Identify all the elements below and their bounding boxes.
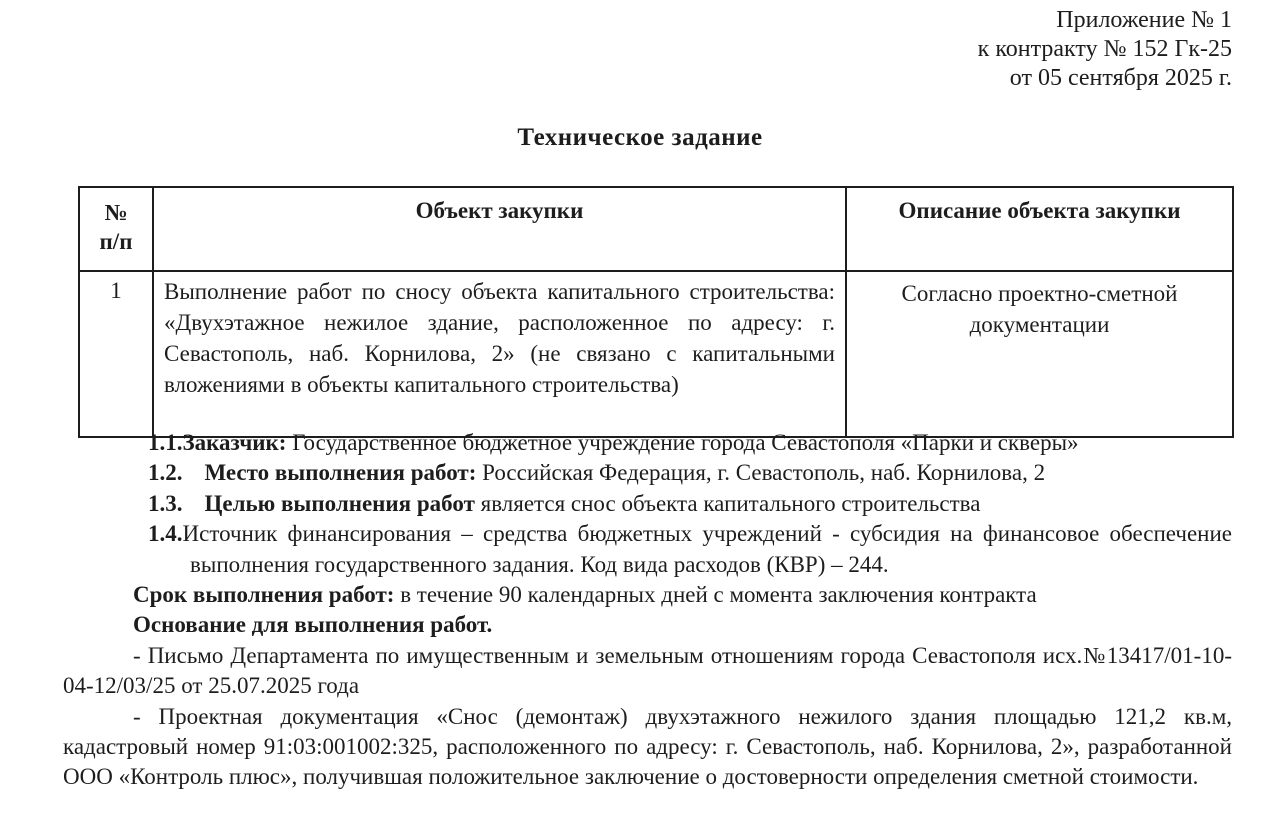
clause-1-1-text: Государственное бюджетное учреждение города Севастополя «Парки и скверы»	[292, 430, 1079, 455]
clause-1-4-text: Источник финансирования – средства бюджетных учреждений - субсидия на финансовое обеспечение выполнения государственного задания. Код вида расходов (КВР) – 244.	[182, 521, 1232, 577]
table-row	[79, 271, 1233, 437]
term-label: Срок выполнения работ:	[133, 582, 395, 608]
appendix-note	[978, 6, 1232, 93]
clause-1-3-text: является снос объекта капитального строительства	[480, 490, 981, 516]
object-cell: Выполнение работ по сносу объекта капитального строительства: «Двухэтажное нежилое здание, расположенное по адресу: г. Севастополь, наб. Корнилова, 2» (не связано с капитальными вложениями в объекты капитального строительства)	[153, 271, 846, 437]
appendix-line-3: от 05 сентября 2025 г.	[1009, 65, 1232, 91]
clause-1-3-num: 1.3.	[148, 490, 183, 516]
page-title: Техническое задание	[517, 124, 763, 151]
clause-1-4-num: 1.4.	[148, 521, 183, 547]
clause-1-1-num: 1.1.	[148, 430, 183, 455]
body-text	[63, 428, 1232, 793]
clause-1-2	[63, 458, 1232, 488]
clause-1-4	[63, 519, 1232, 580]
term-text: в течение 90 календарных дней с момента заключения контракта	[400, 582, 1037, 608]
column-header-object: Объект закупки	[153, 187, 846, 271]
clause-1-3	[63, 489, 1232, 519]
procurement-table	[78, 186, 1234, 438]
column-header-num-line2: п/п	[99, 229, 133, 254]
clause-1-2-text: Российская Федерация, г. Севастополь, наб. Корнилова, 2	[482, 460, 1046, 486]
column-header-num-line1: №	[104, 200, 128, 225]
clause-1-1	[63, 428, 1232, 458]
clause-1-3-label: Целью выполнения работ	[204, 490, 475, 516]
clause-1-2-label: Место выполнения работ:	[204, 460, 477, 486]
column-header-description: Описание объекта закупки	[846, 187, 1233, 271]
appendix-line-1: Приложение № 1	[1056, 7, 1232, 33]
table-header-row	[79, 187, 1233, 271]
basis-item-project-docs: - Проектная документация «Снос (демонтаж) двухэтажного нежилого здания площадью 121,2 кв.м, кадастровый номер 91:03:001002:325, расположенного по адресу: г. Севастополь, наб. Корнилова, 2», разработанной ООО «Контроль плюс», получившая положительное заключение о достоверности определения сметной стоимости.	[63, 703, 1232, 790]
basis-item-letter: - Письмо Департамента по имущественным и земельным отношениям города Севастополя исх.№13417/01-10-04-12/03/25 от 25.07.2025 года	[63, 642, 1232, 699]
basis-heading: Основание для выполнения работ.	[133, 612, 493, 638]
term-paragraph	[63, 580, 1232, 610]
row-number-cell: 1	[79, 271, 153, 437]
appendix-line-2: к контракту № 152 Гк-25	[977, 36, 1232, 62]
clause-1-1-label: Заказчик:	[182, 430, 287, 455]
clause-1-2-num: 1.2.	[148, 460, 183, 486]
description-cell: Согласно проектно-сметной документации	[846, 271, 1233, 437]
column-header-num	[79, 187, 153, 271]
